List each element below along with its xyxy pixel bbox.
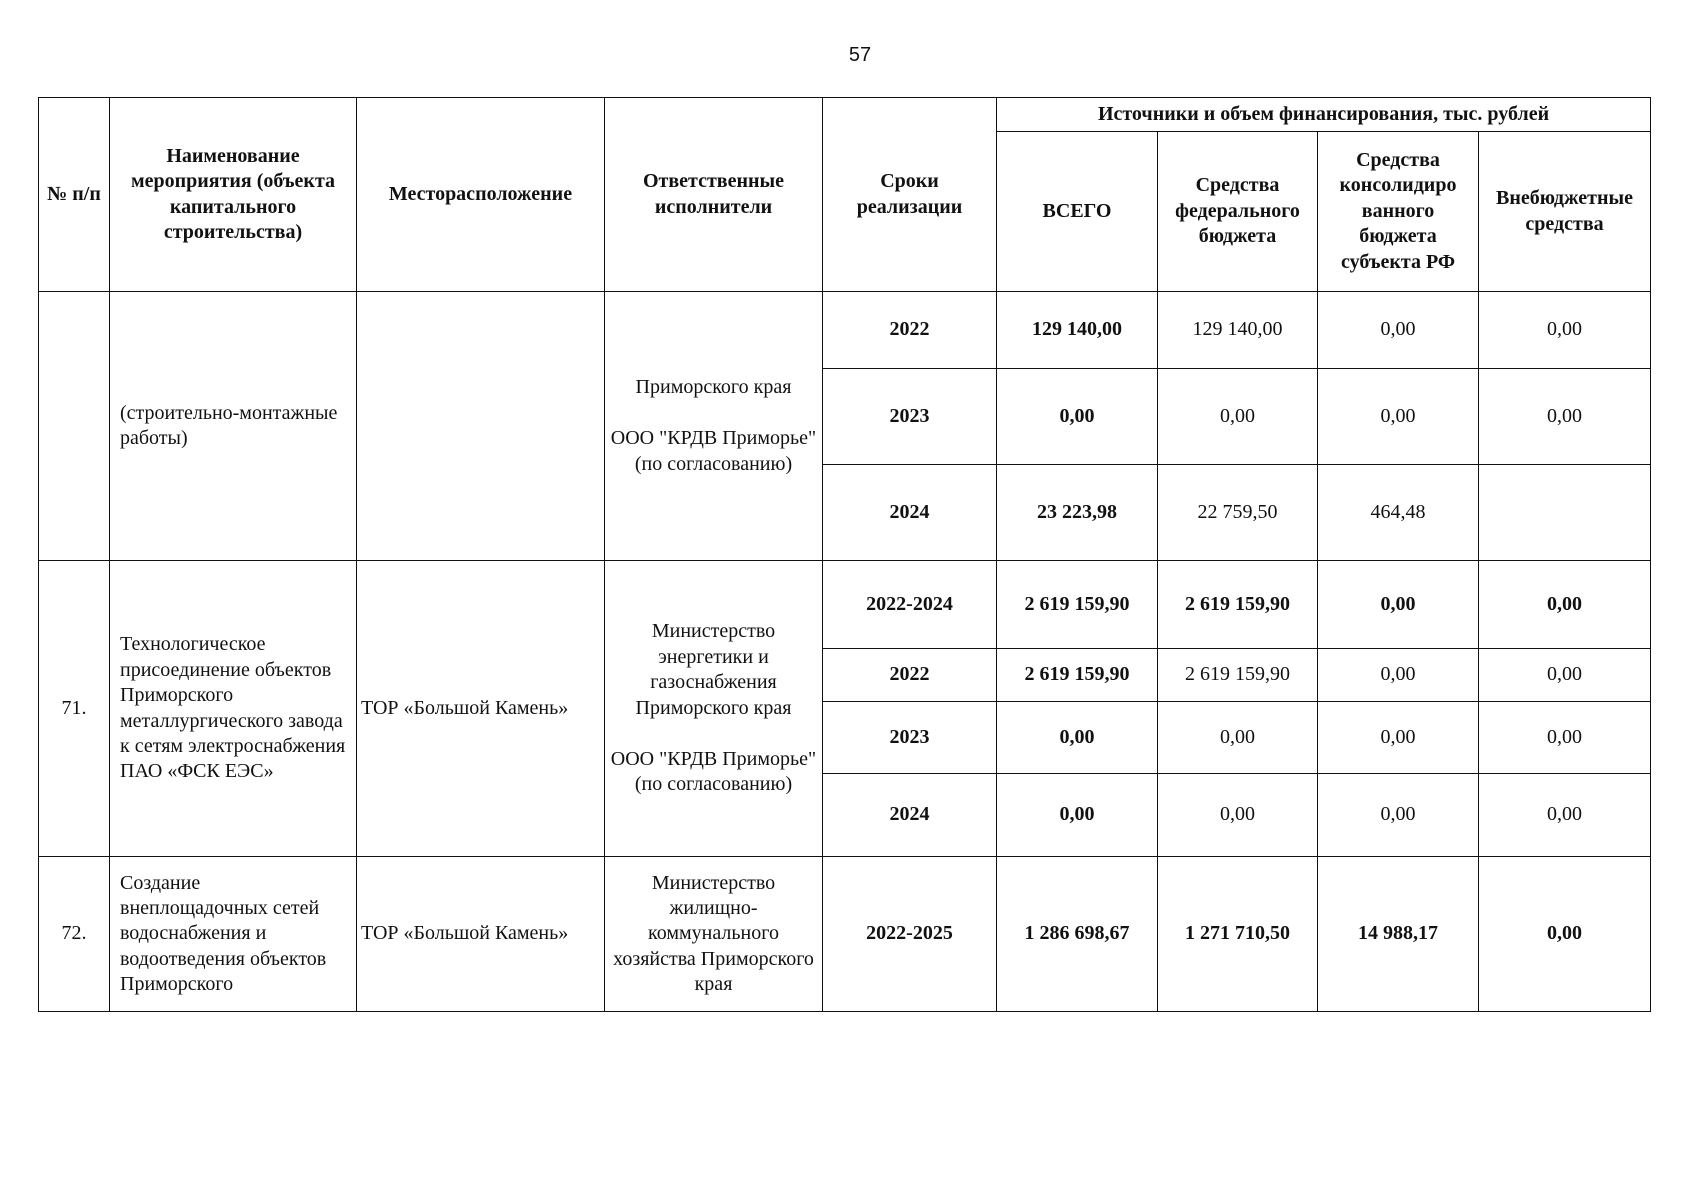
federal-cell: 2 619 159,90 xyxy=(1158,649,1318,702)
total-cell: 0,00 xyxy=(997,702,1158,774)
period-cell: 2024 xyxy=(823,465,997,561)
offbudget-cell: 0,00 xyxy=(1479,369,1651,465)
page-number: 57 xyxy=(848,44,872,66)
regional-cell: 0,00 xyxy=(1318,774,1479,857)
federal-cell: 0,00 xyxy=(1158,702,1318,774)
cont-responsible-line-1: Приморского края xyxy=(635,375,792,398)
row-72-name: Создание внеплощадочных сетей водоснабжения и водоотведения объектов Приморского xyxy=(110,857,357,1012)
header-regional: Средства консолидиро ванного бюджета субъекта РФ xyxy=(1318,132,1479,292)
period-cell: 2022-2024 xyxy=(823,561,997,649)
row-71-num: 71. xyxy=(39,561,110,857)
header-responsible: Ответственные исполнители xyxy=(605,98,823,292)
total-cell: 2 619 159,90 xyxy=(997,649,1158,702)
header-offbudget: Внебюджетные средства xyxy=(1479,132,1651,292)
total-cell: 0,00 xyxy=(997,774,1158,857)
federal-cell: 2 619 159,90 xyxy=(1158,561,1318,649)
cont-location xyxy=(357,292,605,561)
row-72-location: ТОР «Большой Камень» xyxy=(357,857,605,1012)
header-num: № п/п xyxy=(39,98,110,292)
funding-table xyxy=(38,97,1651,1012)
header-location: Месторасположение xyxy=(357,98,605,292)
cont-num-cell xyxy=(39,292,110,561)
total-cell: 2 619 159,90 xyxy=(997,561,1158,649)
row-71-responsible-line-1: Министерство энергетики и газоснабжения Приморского края xyxy=(635,620,792,719)
federal-cell: 0,00 xyxy=(1158,369,1318,465)
offbudget-cell: 0,00 xyxy=(1479,774,1651,857)
row-72-responsible: Министерство жилищно-коммунального хозяйства Приморского края xyxy=(605,857,823,1012)
table-row xyxy=(39,857,1651,1012)
regional-cell: 0,00 xyxy=(1318,292,1479,369)
offbudget-cell: 0,00 xyxy=(1479,857,1651,1012)
offbudget-cell: 0,00 xyxy=(1479,649,1651,702)
offbudget-cell xyxy=(1479,465,1651,561)
header-period: Сроки реализации xyxy=(823,98,997,292)
total-cell: 0,00 xyxy=(997,369,1158,465)
offbudget-cell: 0,00 xyxy=(1479,292,1651,369)
federal-cell: 129 140,00 xyxy=(1158,292,1318,369)
regional-cell: 464,48 xyxy=(1318,465,1479,561)
cont-responsible-line-2: ООО "КРДВ Приморье" (по согласованию) xyxy=(610,427,817,475)
period-cell: 2023 xyxy=(823,702,997,774)
table-row xyxy=(39,292,1651,369)
total-cell: 129 140,00 xyxy=(997,292,1158,369)
row-71-name: Технологическое присоединение объектов Приморского металлургического завода к сетям электроснабжения ПАО «ФСК ЕЭС» xyxy=(110,561,357,857)
header-total: ВСЕГО xyxy=(997,132,1158,292)
federal-cell: 0,00 xyxy=(1158,774,1318,857)
period-cell: 2023 xyxy=(823,369,997,465)
federal-cell: 22 759,50 xyxy=(1158,465,1318,561)
regional-cell: 0,00 xyxy=(1318,702,1479,774)
regional-cell: 0,00 xyxy=(1318,369,1479,465)
period-cell: 2022-2025 xyxy=(823,857,997,1012)
row-71-location: ТОР «Большой Камень» xyxy=(357,561,605,857)
regional-cell: 0,00 xyxy=(1318,561,1479,649)
cont-name: (строительно-монтажные работы) xyxy=(110,292,357,561)
row-71-responsible-line-2: ООО "КРДВ Приморье" (по согласованию) xyxy=(610,747,817,796)
regional-cell: 14 988,17 xyxy=(1318,857,1479,1012)
table-row xyxy=(39,561,1651,649)
row-71-responsible xyxy=(605,561,823,857)
total-cell: 1 286 698,67 xyxy=(997,857,1158,1012)
row-72-num: 72. xyxy=(39,857,110,1012)
header-funding-group: Источники и объем финансирования, тыс. рублей xyxy=(997,98,1651,132)
regional-cell: 0,00 xyxy=(1318,649,1479,702)
header-federal: Средства федерального бюджета xyxy=(1158,132,1318,292)
total-cell: 23 223,98 xyxy=(997,465,1158,561)
header-name: Наименование мероприятия (объекта капитального строительства) xyxy=(110,98,357,292)
federal-cell: 1 271 710,50 xyxy=(1158,857,1318,1012)
offbudget-cell: 0,00 xyxy=(1479,561,1651,649)
period-cell: 2022 xyxy=(823,292,997,369)
cont-responsible xyxy=(605,292,823,561)
period-cell: 2024 xyxy=(823,774,997,857)
offbudget-cell: 0,00 xyxy=(1479,702,1651,774)
period-cell: 2022 xyxy=(823,649,997,702)
